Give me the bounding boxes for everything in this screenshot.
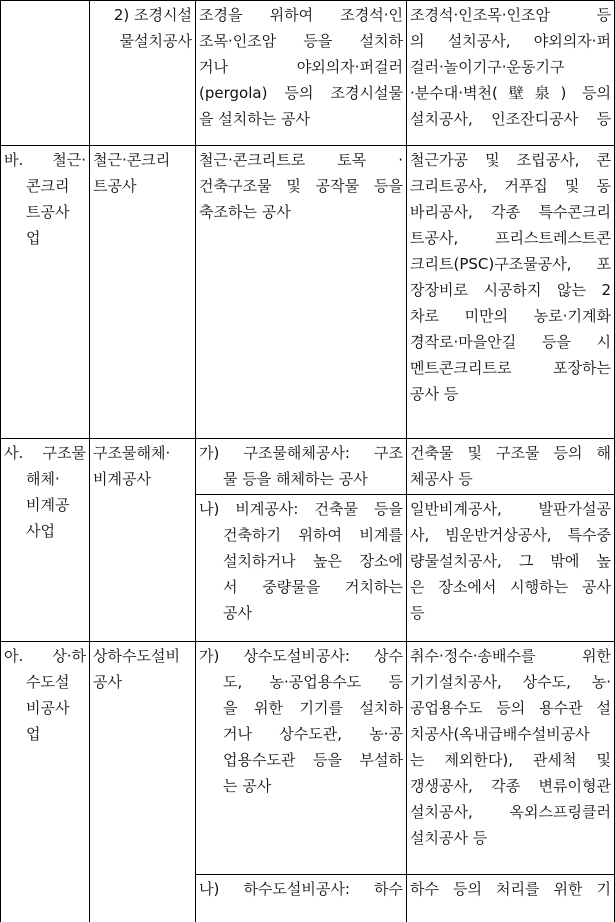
text-line: 체공사 등 — [410, 470, 473, 488]
text-line: 건축물 및 구조물 등의 해 — [410, 444, 611, 462]
text-line: 조경석·인조목·인조암 등 — [410, 6, 611, 24]
text-line: 공사 등 — [410, 385, 459, 403]
text-line: 사. 구조물 — [4, 444, 86, 462]
row-divider — [0, 641, 615, 642]
text-line: 거나 야외의자·퍼걸러 — [199, 58, 403, 76]
text-line: 업용수도관 등을 부설하 — [223, 751, 403, 769]
description-cell — [196, 440, 406, 492]
subcategory-cell — [90, 440, 195, 492]
text-line: 량물설치공사, 그 밖에 높 — [410, 552, 611, 570]
text-line: 설치하거나 높은 장소에 — [223, 552, 403, 570]
text-line: 철근·콘크리 — [93, 151, 171, 169]
description-cell — [196, 643, 406, 799]
text-line: 갱생공사, 각종 변류이형관 — [410, 777, 611, 795]
text-line: 사업 — [26, 522, 55, 540]
text-line: 설치공사 등 — [410, 829, 488, 847]
text-line: 설치공사, 옥외스프링클러 — [410, 803, 611, 821]
text-line: 일반비계공사, 발판가설공 — [410, 500, 611, 518]
category-cell — [1, 643, 89, 747]
text-line: 나) 하수도설비공사: 하수 — [199, 880, 403, 898]
text-line: 트공사 — [93, 177, 137, 195]
text-line: ·분수대·벽천(壁泉) 등의 — [410, 84, 611, 102]
text-line: 걸러·놀이기구·운동기구 — [410, 58, 565, 76]
text-line: 공업용수도 등의 용수관 설 — [410, 699, 611, 717]
text-line: 업 — [26, 229, 41, 247]
text-line: 축조하는 공사 — [199, 203, 291, 221]
text-line: 해체· — [26, 470, 60, 488]
text-line: 사, 빔운반거상공사, 특수중 — [410, 526, 611, 544]
text-line: 조목·인조암 등을 설치하 — [199, 32, 403, 50]
examples-cell — [407, 440, 614, 492]
description-cell — [196, 147, 406, 225]
text-line: 크리트공사, 거푸집 및 동 — [410, 177, 611, 195]
text-line: 바리공사, 각종 특수콘크리 — [410, 203, 611, 221]
category-cell — [1, 147, 89, 251]
text-line: 물 등을 해체하는 공사 — [223, 470, 368, 488]
text-line: 건축하기 위하여 비계를 — [223, 526, 403, 544]
text-line: 가) 상수도설비공사: 상수 — [199, 647, 403, 665]
examples-cell — [407, 496, 614, 626]
text-line: 을 위한 기기를 설치하 — [223, 699, 403, 717]
text-line: 업 — [26, 725, 41, 743]
text-line: 콘크리 — [26, 177, 70, 195]
text-line: 트공사, 프리스트레스트콘 — [410, 229, 611, 247]
description-cell — [196, 496, 406, 626]
text-line: 바. 철근· — [4, 151, 86, 169]
examples-cell — [407, 876, 614, 902]
text-line: 공사 — [223, 604, 252, 622]
subcategory-cell — [90, 2, 195, 54]
description-cell — [196, 2, 406, 132]
examples-cell — [407, 2, 614, 132]
text-line: 서 중량물을 거치하는 — [223, 578, 403, 596]
row-divider — [0, 145, 615, 146]
text-line: 물설치공사 — [119, 32, 192, 50]
text-line: 비계공 — [26, 496, 70, 514]
row-divider — [0, 438, 615, 439]
text-line: 철근가공 및 조립공사, 콘 — [410, 151, 611, 169]
text-line: 취수·정수·송배수를 위한 — [410, 647, 611, 665]
text-line: 크리트(PSC)구조물공사, 포 — [410, 255, 611, 273]
text-line: 을 설치하는 공사 — [199, 110, 310, 128]
text-line: 차로 미만의 농로·기계화 — [410, 307, 611, 325]
text-line: 비공사 — [26, 699, 70, 717]
text-line: 조경을 위하여 조경석·인 — [199, 6, 403, 24]
text-line: 아. 상·하 — [4, 647, 86, 665]
text-line: (pergola) 등의 조경시설물 — [199, 84, 403, 102]
row-divider — [0, 0, 615, 1]
text-line: 수도설 — [26, 673, 70, 691]
text-line: 거나 상수도관, 농·공 — [223, 725, 403, 743]
text-line: 하수 등의 처리를 위한 기 — [410, 880, 611, 898]
subcategory-cell — [90, 147, 195, 199]
text-line: 은 장소에서 시행하는 공사 — [410, 578, 611, 596]
text-line: 는 제외한다), 관세척 및 — [410, 751, 611, 769]
text-line: 등 — [410, 604, 425, 622]
text-line: 도, 농·공업용수도 등 — [223, 673, 403, 691]
row-divider — [195, 494, 615, 495]
examples-cell — [407, 147, 614, 407]
description-cell — [196, 876, 406, 902]
text-line: 건축구조물 및 공작물 등을 — [199, 177, 403, 195]
examples-cell — [407, 643, 614, 851]
text-line: 상하수도설비 — [93, 647, 180, 665]
subcategory-cell — [90, 643, 195, 695]
text-line: 멘트콘크리트로 포장하는 — [410, 359, 611, 377]
text-line: 구조물해체· — [93, 444, 171, 462]
text-line: 장장비로 시공하지 않는 2 — [410, 281, 611, 299]
text-line: 기기설치공사, 상수도, 농· — [410, 673, 611, 691]
text-line: 2) 조경시설 — [113, 6, 192, 24]
text-line: 철근·콘크리트로 토목 · — [199, 151, 403, 169]
text-line: 설치공사, 인조잔디공사 등 — [410, 110, 611, 128]
text-line: 공사 — [93, 673, 122, 691]
text-line: 는 공사 — [223, 777, 272, 795]
text-line: 비계공사 — [93, 470, 151, 488]
text-line: 의 설치공사, 야외의자·퍼 — [410, 32, 611, 50]
text-line: 가) 구조물해체공사: 구조 — [199, 444, 403, 462]
text-line: 트공사 — [26, 203, 70, 221]
text-line: 경작로·마을안길 등을 시 — [410, 333, 611, 351]
text-line: 치공사(옥내급배수설비공사 — [410, 725, 590, 743]
category-cell — [1, 440, 89, 544]
text-line: 나) 비계공사: 건축물 등을 — [199, 500, 403, 518]
row-divider — [195, 874, 615, 875]
